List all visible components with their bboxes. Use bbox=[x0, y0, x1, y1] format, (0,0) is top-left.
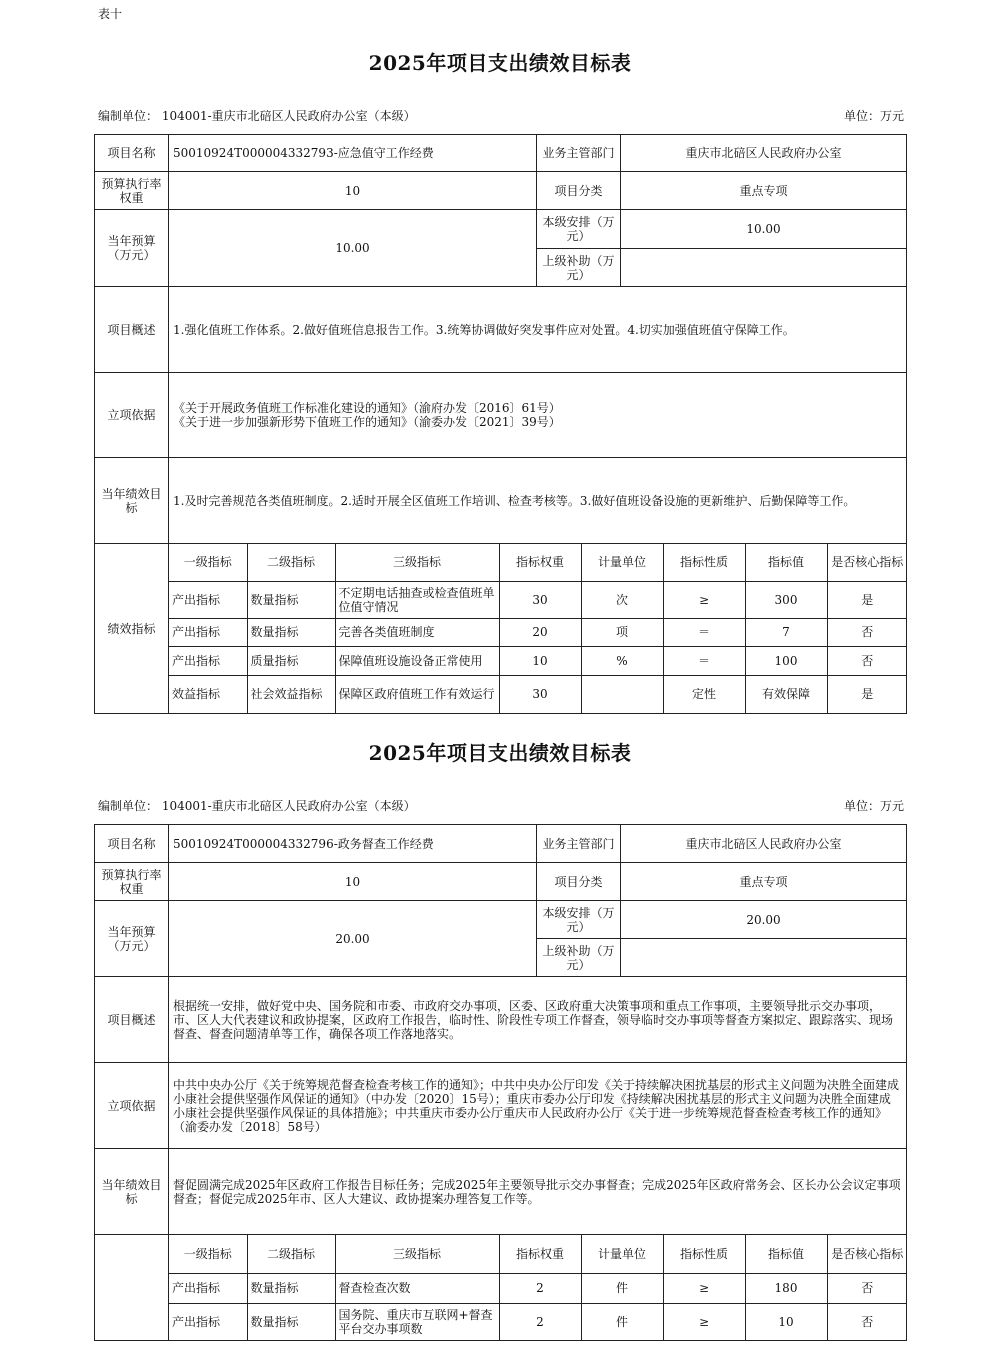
perf-table bbox=[169, 544, 907, 713]
basis-line: 《关于进一步加强新形势下值班工作的通知》（渝委办发〔2021〕39号） bbox=[173, 415, 561, 429]
dept-value: 重庆市北碚区人民政府办公室 bbox=[621, 135, 907, 172]
perf-cell-weight: 2 bbox=[499, 1273, 581, 1303]
perf-cell-level2: 质量指标 bbox=[247, 646, 335, 675]
perf-row bbox=[169, 675, 907, 713]
goal-text: 督促圆满完成2025年区政府工作报告目标任务；完成2025年主要领导批示交办事督查；完成2025年区政府常务会、区长办公会议定事项督查；督促完成2025年市、区人大建议、政协提案办理答复工作等。 bbox=[169, 1149, 907, 1235]
overview-text: 根据统一安排，做好党中央、国务院和市委、市政府交办事项，区委、区政府重大决策事项和重点工作事项，主要领导批示交办事项，市、区人大代表建议和政协提案，区政府工作报告，临时性、阶段性专项工作督查，领导临时交办事项等督查方案拟定、跟踪落实、现场督查、督查问题清单等工作，确保各项工作落地落实。 bbox=[169, 977, 907, 1063]
document-label: 表十 bbox=[98, 7, 123, 21]
section-2-table bbox=[94, 824, 907, 1341]
label-dept: 业务主管部门 bbox=[537, 135, 621, 172]
category-value: 重点专项 bbox=[621, 863, 907, 901]
label-upper: 上级补助（万元） bbox=[537, 939, 621, 977]
perf-cell-unit: 项 bbox=[581, 618, 663, 646]
perf-header: 指标值 bbox=[745, 1235, 827, 1273]
label-perf bbox=[95, 1235, 169, 1341]
budget-value: 10.00 bbox=[169, 210, 537, 287]
perf-cell-unit: 件 bbox=[581, 1273, 663, 1303]
perf-cell-core: 否 bbox=[827, 1303, 907, 1340]
label-project-name: 项目名称 bbox=[95, 135, 169, 172]
basis-text bbox=[169, 373, 907, 458]
perf-cell-level1: 产出指标 bbox=[169, 1273, 247, 1303]
perf-cell-weight: 30 bbox=[499, 581, 581, 618]
perf-cell-weight: 20 bbox=[499, 618, 581, 646]
perf-header-row bbox=[169, 544, 907, 581]
perf-cell-unit: 次 bbox=[581, 581, 663, 618]
perf-cell-level3: 完善各类值班制度 bbox=[335, 618, 499, 646]
section-2-title: 2025年项目支出绩效目标表 bbox=[368, 741, 632, 765]
perf-table bbox=[169, 1235, 907, 1340]
perf-cell-weight: 10 bbox=[499, 646, 581, 675]
perf-cell-level3: 督查检查次数 bbox=[335, 1273, 499, 1303]
perf-header: 是否核心指标 bbox=[827, 1235, 907, 1273]
perf-cell-level3: 保障区政府值班工作有效运行 bbox=[335, 675, 499, 713]
perf-cell-level1: 产出指标 bbox=[169, 1303, 247, 1340]
perf-cell-core: 是 bbox=[827, 581, 907, 618]
local-value: 10.00 bbox=[621, 210, 907, 249]
perf-cell-value: 300 bbox=[745, 581, 827, 618]
upper-value bbox=[621, 249, 907, 287]
label-budget: 当年预算（万元） bbox=[95, 210, 169, 287]
perf-cell-nature: ＝ bbox=[663, 646, 745, 675]
local-value: 20.00 bbox=[621, 901, 907, 939]
label-basis: 立项依据 bbox=[95, 1063, 169, 1149]
label-goal: 当年绩效目标 bbox=[95, 458, 169, 544]
perf-cell-core: 否 bbox=[827, 618, 907, 646]
perf-header: 二级指标 bbox=[247, 544, 335, 581]
compiling-unit: 编制单位： 104001-重庆市北碚区人民政府办公室（本级） bbox=[98, 799, 416, 813]
label-upper: 上级补助（万元） bbox=[537, 249, 621, 287]
perf-header: 是否核心指标 bbox=[827, 544, 907, 581]
basis-line: 《关于开展政务值班工作标准化建设的通知》（渝府办发〔2016〕61号） bbox=[173, 401, 561, 415]
basis-text bbox=[169, 1063, 907, 1149]
section-1-table bbox=[94, 134, 907, 714]
unit-label: 单位：万元 bbox=[843, 109, 904, 123]
section-1-meta bbox=[98, 107, 904, 124]
perf-cell-core: 否 bbox=[827, 1273, 907, 1303]
perf-cell-level3: 不定期电话抽查或检查值班单位值守情况 bbox=[335, 581, 499, 618]
label-local: 本级安排（万元） bbox=[537, 901, 621, 939]
perf-row bbox=[169, 618, 907, 646]
goal-text: 1.及时完善规范各类值班制度。2.适时开展全区值班工作培训、检查考核等。3.做好值班设备设施的更新维护、后勤保障等工作。 bbox=[169, 458, 907, 544]
label-project-name: 项目名称 bbox=[95, 825, 169, 863]
label-category: 项目分类 bbox=[537, 172, 621, 210]
perf-cell-level2: 数量指标 bbox=[247, 1303, 335, 1340]
perf-cell-level1: 效益指标 bbox=[169, 675, 247, 713]
section-1-title: 2025年项目支出绩效目标表 bbox=[368, 51, 632, 75]
budget-value: 20.00 bbox=[169, 901, 537, 977]
perf-cell-level2: 数量指标 bbox=[247, 1273, 335, 1303]
upper-value bbox=[621, 939, 907, 977]
perf-cell-level2: 数量指标 bbox=[247, 581, 335, 618]
perf-cell-level1: 产出指标 bbox=[169, 646, 247, 675]
perf-cell-nature: ≥ bbox=[663, 1273, 745, 1303]
label-local: 本级安排（万元） bbox=[537, 210, 621, 249]
perf-cell-value: 有效保障 bbox=[745, 675, 827, 713]
perf-cell-level1: 产出指标 bbox=[169, 618, 247, 646]
label-perf: 绩效指标 bbox=[95, 544, 169, 714]
perf-cell-nature: ≥ bbox=[663, 581, 745, 618]
perf-header: 计量单位 bbox=[581, 1235, 663, 1273]
perf-row bbox=[169, 581, 907, 618]
perf-cell-level3: 国务院、重庆市互联网+督查平台交办事项数 bbox=[335, 1303, 499, 1340]
perf-cell-value: 180 bbox=[745, 1273, 827, 1303]
rate-weight-value: 10 bbox=[169, 863, 537, 901]
perf-header: 三级指标 bbox=[335, 544, 499, 581]
perf-cell-unit bbox=[581, 675, 663, 713]
label-rate-weight: 预算执行率权重 bbox=[95, 863, 169, 901]
perf-cell-level2: 社会效益指标 bbox=[247, 675, 335, 713]
perf-cell-level2: 数量指标 bbox=[247, 618, 335, 646]
label-overview: 项目概述 bbox=[95, 977, 169, 1063]
perf-cell-value: 100 bbox=[745, 646, 827, 675]
perf-cell-unit: % bbox=[581, 646, 663, 675]
perf-cell-unit: 件 bbox=[581, 1303, 663, 1340]
perf-cell bbox=[169, 1235, 907, 1341]
section-2-meta bbox=[98, 797, 904, 814]
project-name-value: 50010924T000004332796-政务督查工作经费 bbox=[169, 825, 537, 863]
label-basis: 立项依据 bbox=[95, 373, 169, 458]
category-value: 重点专项 bbox=[621, 172, 907, 210]
perf-header: 指标权重 bbox=[499, 544, 581, 581]
perf-cell-core: 否 bbox=[827, 646, 907, 675]
perf-cell-value: 10 bbox=[745, 1303, 827, 1340]
perf-cell-nature: 定性 bbox=[663, 675, 745, 713]
perf-cell-weight: 30 bbox=[499, 675, 581, 713]
perf-cell-nature: ＝ bbox=[663, 618, 745, 646]
perf-header-row bbox=[169, 1235, 907, 1273]
perf-cell-value: 7 bbox=[745, 618, 827, 646]
project-name-value: 50010924T000004332793-应急值守工作经费 bbox=[169, 135, 537, 172]
perf-header: 指标值 bbox=[745, 544, 827, 581]
perf-header: 指标权重 bbox=[499, 1235, 581, 1273]
label-goal: 当年绩效目标 bbox=[95, 1149, 169, 1235]
label-budget: 当年预算（万元） bbox=[95, 901, 169, 977]
perf-header: 指标性质 bbox=[663, 1235, 745, 1273]
perf-cell-level1: 产出指标 bbox=[169, 581, 247, 618]
compiling-unit: 编制单位： 104001-重庆市北碚区人民政府办公室（本级） bbox=[98, 109, 416, 123]
perf-header: 二级指标 bbox=[247, 1235, 335, 1273]
perf-cell-nature: ≥ bbox=[663, 1303, 745, 1340]
label-category: 项目分类 bbox=[537, 863, 621, 901]
label-overview: 项目概述 bbox=[95, 287, 169, 373]
perf-row bbox=[169, 646, 907, 675]
perf-row bbox=[169, 1273, 907, 1303]
perf-row bbox=[169, 1303, 907, 1340]
perf-header: 一级指标 bbox=[169, 1235, 247, 1273]
perf-cell-weight: 2 bbox=[499, 1303, 581, 1340]
perf-header: 计量单位 bbox=[581, 544, 663, 581]
perf-cell-level3: 保障值班设施设备正常使用 bbox=[335, 646, 499, 675]
rate-weight-value: 10 bbox=[169, 172, 537, 210]
perf-header: 一级指标 bbox=[169, 544, 247, 581]
label-rate-weight: 预算执行率权重 bbox=[95, 172, 169, 210]
perf-header: 指标性质 bbox=[663, 544, 745, 581]
basis-line: 中共中央办公厅《关于统筹规范督查检查考核工作的通知》；中共中央办公厅印发《关于持续解决困扰基层的形式主义问题为决胜全面建成小康社会提供坚强作风保证的通知》（中办发〔2020〕15号）；重庆市委办公厅印发《持续解决困扰基层的形式主义问题为决胜全面建成小康社会提供坚强作风保证的具体措施》；中共重庆市委办公厅重庆市人民政府办公厅《关于进一步统筹规范督查检查考核工作的通知》（渝委办发〔2018〕58号） bbox=[173, 1077, 900, 1134]
perf-header: 三级指标 bbox=[335, 1235, 499, 1273]
unit-label: 单位：万元 bbox=[843, 799, 904, 813]
perf-cell-core: 是 bbox=[827, 675, 907, 713]
label-dept: 业务主管部门 bbox=[537, 825, 621, 863]
dept-value: 重庆市北碚区人民政府办公室 bbox=[621, 825, 907, 863]
perf-cell bbox=[169, 544, 907, 714]
overview-text: 1.强化值班工作体系。2.做好值班信息报告工作。3.统筹协调做好突发事件应对处置。4.切实加强值班值守保障工作。 bbox=[169, 287, 907, 373]
